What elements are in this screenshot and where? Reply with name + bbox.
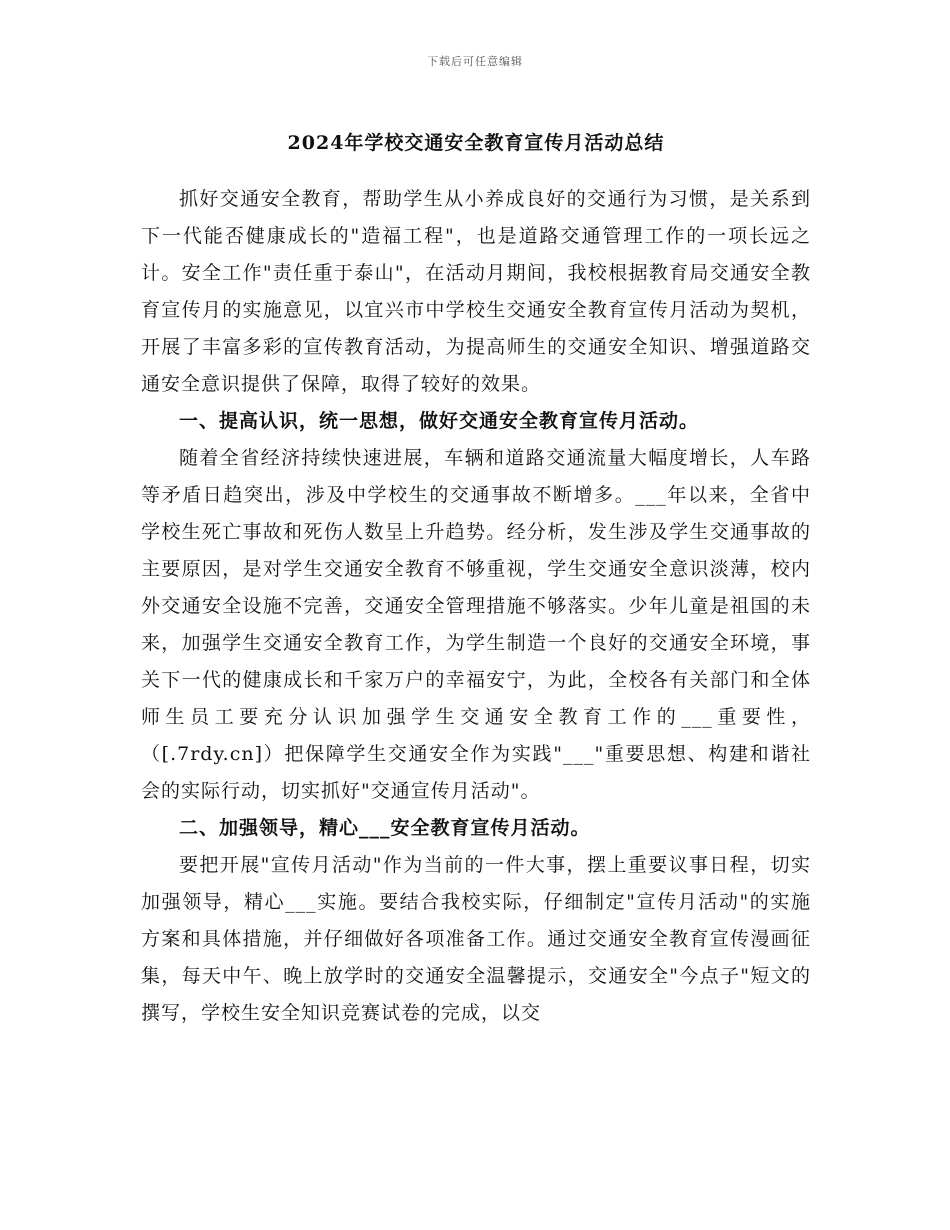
document-title: 2024年学校交通安全教育宣传月活动总结 [287, 132, 665, 154]
section-heading-1: 一、提高认识，统一思想，做好交通安全教育宣传月活动。 [179, 410, 700, 432]
document-body [141, 128, 811, 1032]
paragraph-section-1: 随着全省经济持续快速进展，车辆和道路交通流量大幅度增长，人车路等矛盾日趋突出，涉及中学校生的交通事故不断增多。___年以来，全省中学校生死亡事故和死伤人数呈上升趋势。经分析，发生涉及学生交通事故的主要原因，是对学生交通安全教育不够重视，学生交通安全意识淡薄，校内外交通安全设施不完善，交通安全管理措施不够落实。少年儿童是祖国的未来，加强学生交通安全教育工作，为学生制造一个良好的交通安全环境，事关下一代的健康成长和千家万户的幸福安宁，为此，全校各有关部门和全体师生员工要充分认识加强学生交通安全教育工作的___重要性，（[.7rdy.cn]）把保障学生交通安全作为实践"___"重要思想、构建和谐社会的实际行动，切实抓好"交通宣传月活动"。 [141, 447, 811, 802]
paragraph-intro: 抓好交通安全教育，帮助学生从小养成良好的交通行为习惯，是关系到下一代能否健康成长的"造福工程"，也是道路交通管理工作的一项长远之计。安全工作"责任重于泰山"，在活动月期间，我校根据教育局交通安全教育宣传月的实施意见，以宜兴市中学校生交通安全教育宣传月活动为契机，开展了丰富多彩的宣传教育活动，为提高师生的交通安全知识、增强道路交通安全意识提供了保障，取得了较好的效果。 [141, 188, 811, 395]
header-note: 下载后可任意编辑 [427, 55, 523, 68]
section-heading-2: 二、加强领导，精心___安全教育宣传月活动。 [179, 817, 591, 839]
paragraph-section-2: 要把开展"宣传月活动"作为当前的一件大事，摆上重要议事日程，切实加强领导，精心___实施。要结合我校实际，仔细制定"宣传月活动"的实施方案和具体措施，并仔细做好各项准备工作。通过交通安全教育宣传漫画征集，每天中午、晚上放学时的交通安全温馨提示，交通安全"今点子"短文的撰写，学校生安全知识竞赛试卷的完成，以交 [141, 854, 811, 1024]
